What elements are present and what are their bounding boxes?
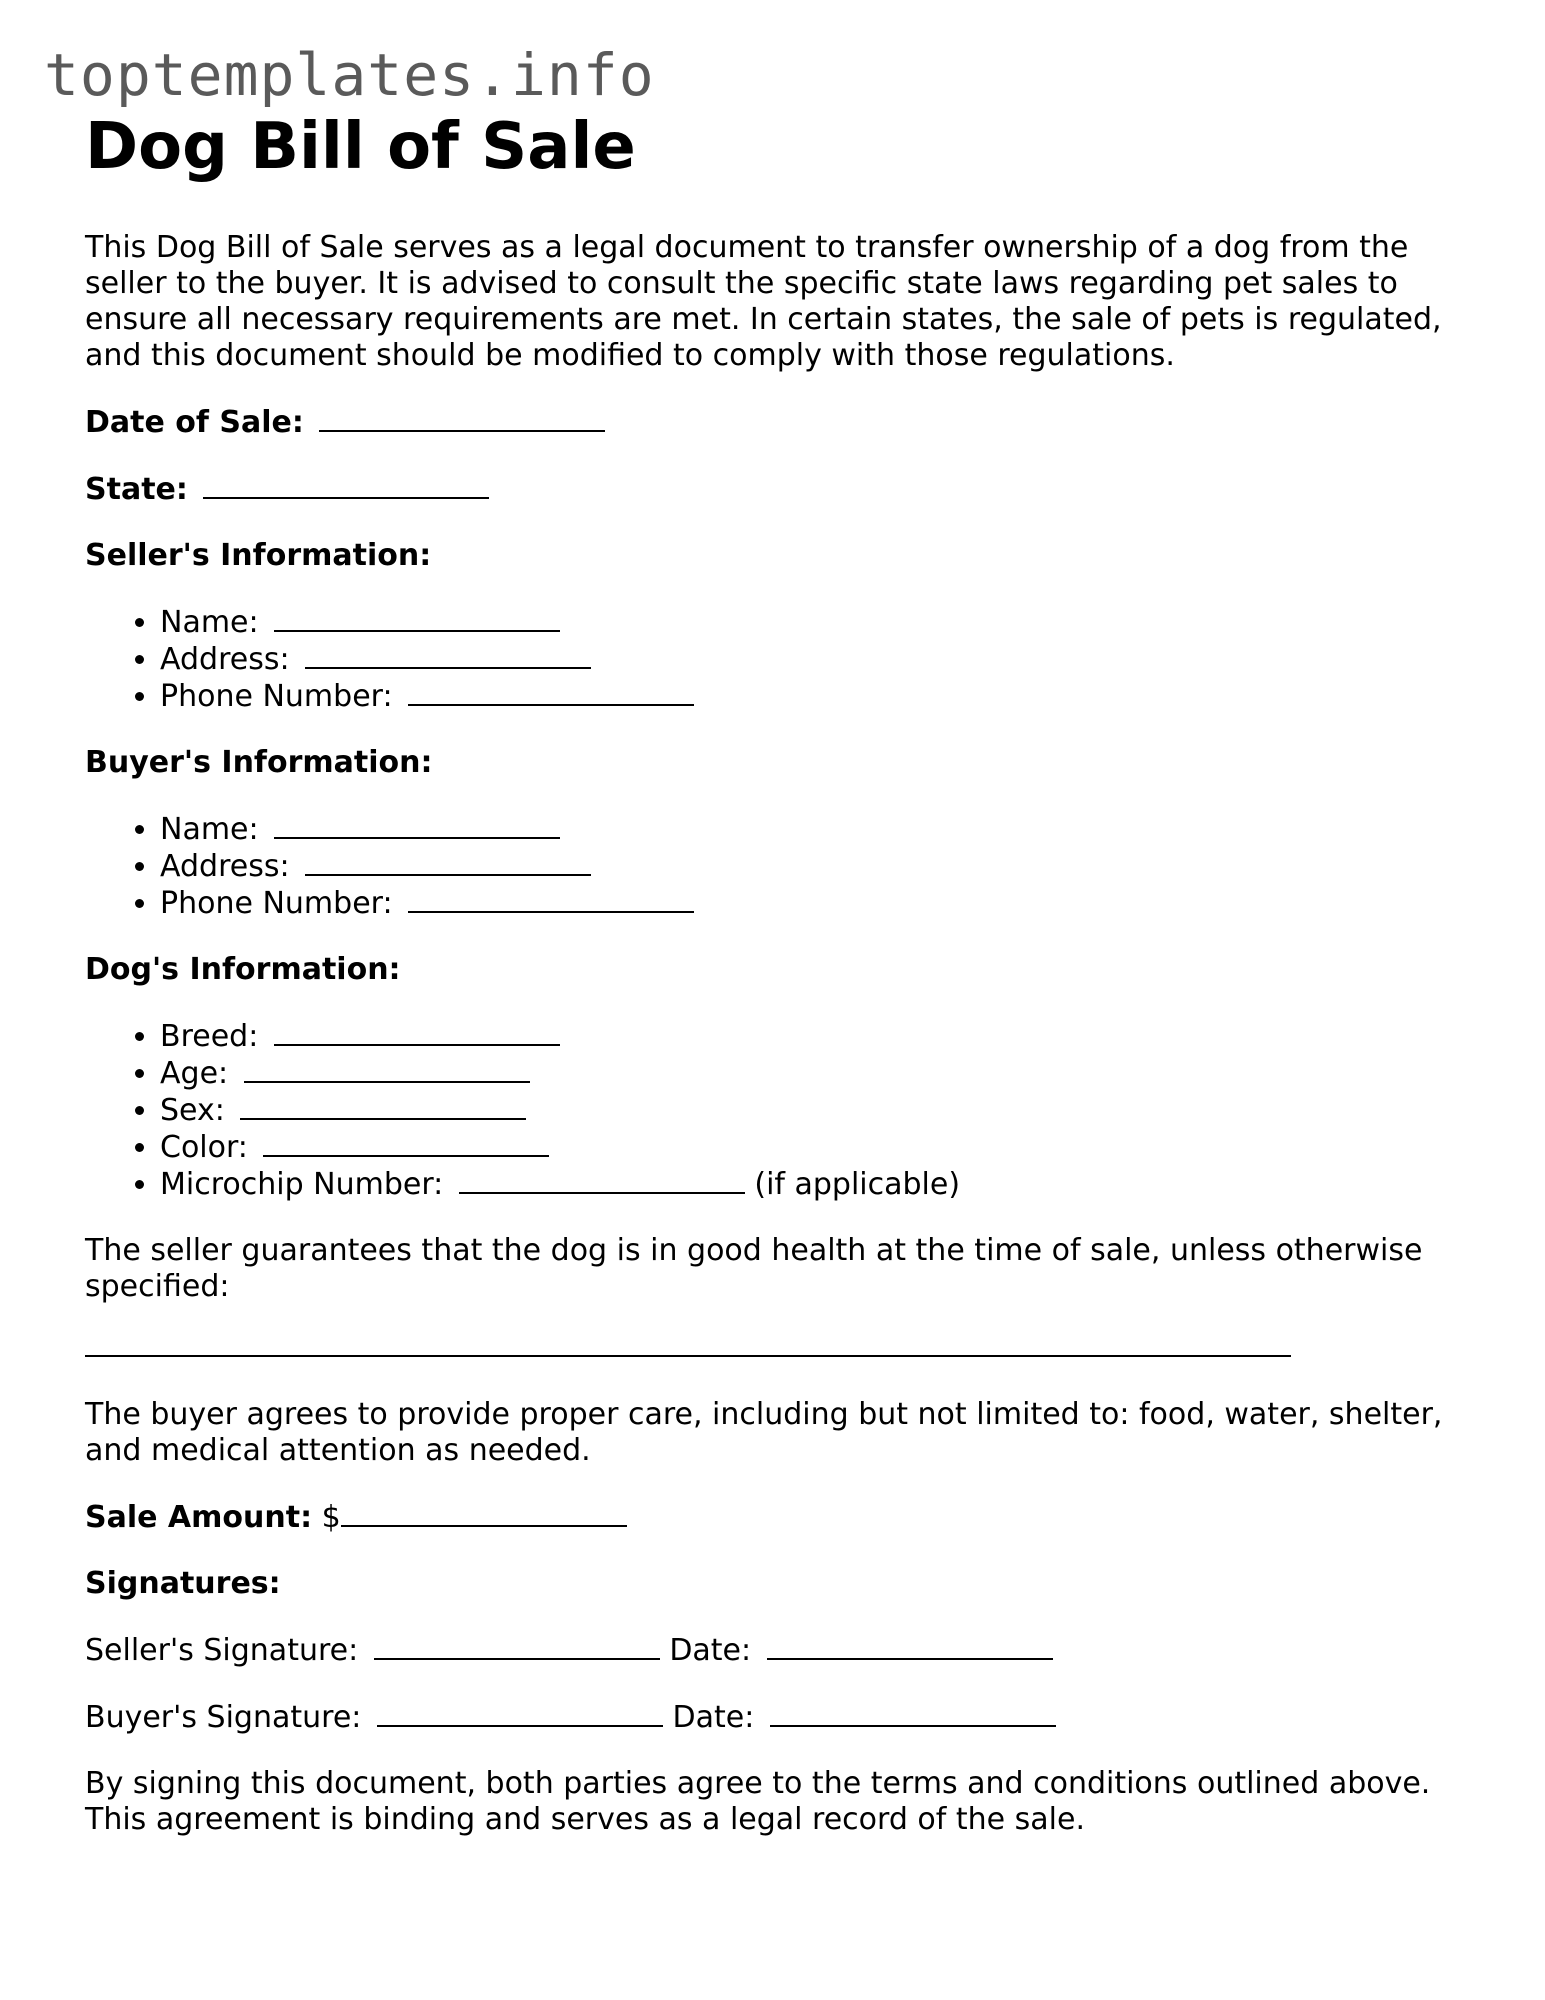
state-line (85, 471, 1465, 508)
buyer-address-field[interactable] (305, 848, 591, 876)
buyer-date-field[interactable] (770, 1699, 1056, 1727)
sale-amount-label: Sale Amount: (85, 1500, 313, 1535)
dog-age-field[interactable] (244, 1055, 530, 1083)
seller-phone-field[interactable] (408, 678, 694, 706)
buyer-name-label: Name: (160, 812, 259, 847)
buyer-name-field[interactable] (274, 811, 560, 839)
document-title: Dog Bill of Sale (85, 110, 636, 184)
buyer-address-label: Address: (160, 849, 290, 884)
dog-sex-field[interactable] (240, 1092, 526, 1120)
buyer-phone-field[interactable] (408, 885, 694, 913)
state-field[interactable] (203, 471, 489, 499)
seller-date-field[interactable] (767, 1632, 1053, 1660)
dog-heading: Dog's Information: (85, 952, 401, 987)
dog-microchip-field[interactable] (459, 1166, 745, 1194)
list-item (160, 1166, 1465, 1203)
dog-age-label: Age: (160, 1056, 229, 1091)
list-item (160, 885, 1465, 922)
list-item (160, 1092, 1465, 1129)
list-item (160, 848, 1465, 885)
health-guarantee-text: The seller guarantees that the dog is in good health at the time of sale, unless otherwise specified: (85, 1233, 1423, 1304)
dog-color-label: Color: (160, 1130, 248, 1165)
seller-signature-label: Seller's Signature: (85, 1633, 359, 1668)
buyer-signature-field[interactable] (377, 1699, 663, 1727)
date-of-sale-field[interactable] (319, 404, 605, 432)
currency-symbol: $ (321, 1500, 341, 1535)
date-of-sale-line (85, 404, 1465, 441)
list-item (160, 641, 1465, 678)
dog-sex-label: Sex: (160, 1093, 225, 1128)
state-label: State: (85, 472, 188, 507)
buyer-heading: Buyer's Information: (85, 745, 433, 780)
watermark-text: toptemplates.info (44, 41, 655, 109)
closing-text: By signing this document, both parties agree to the terms and conditions outlined above. This agreement is binding and serves as a legal record of the sale. (85, 1766, 1431, 1837)
buyer-date-label: Date: (672, 1700, 755, 1735)
document-body (85, 108, 1465, 1868)
buyer-signature-line (85, 1699, 1465, 1736)
dog-microchip-label: Microchip Number: (160, 1167, 444, 1202)
seller-signature-line (85, 1632, 1465, 1669)
seller-name-field[interactable] (274, 604, 560, 632)
dog-color-field[interactable] (263, 1129, 549, 1157)
sale-amount-field[interactable] (341, 1499, 627, 1527)
buyer-signature-label: Buyer's Signature: (85, 1700, 362, 1735)
seller-info-list (85, 604, 1465, 715)
seller-address-field[interactable] (305, 641, 591, 669)
list-item (160, 1129, 1465, 1166)
buyer-info-list (85, 811, 1465, 922)
care-agreement-text: The buyer agrees to provide proper care, including but not limited to: food, water, shelter, and medical attention as needed. (85, 1397, 1443, 1468)
list-item (160, 1018, 1465, 1055)
dog-breed-field[interactable] (274, 1018, 560, 1046)
date-of-sale-label: Date of Sale: (85, 405, 304, 440)
seller-phone-label: Phone Number: (160, 679, 393, 714)
seller-name-label: Name: (160, 605, 259, 640)
signatures-heading: Signatures: (85, 1566, 281, 1601)
list-item (160, 811, 1465, 848)
intro-paragraph: This Dog Bill of Sale serves as a legal document to transfer ownership of a dog from the seller to the buyer. It is advised to consult the specific state laws regarding pet sales to ensure all necessary requirements are met. In certain states, the sale of pets is regulated, and this document should be modified to comply with those regulations. (85, 230, 1442, 373)
dog-microchip-note: (if applicable) (754, 1167, 961, 1202)
seller-address-label: Address: (160, 642, 290, 677)
list-item (160, 1055, 1465, 1092)
seller-date-label: Date: (669, 1633, 752, 1668)
buyer-phone-label: Phone Number: (160, 886, 393, 921)
list-item (160, 678, 1465, 715)
dog-info-list (85, 1018, 1465, 1203)
sale-amount-line (85, 1499, 1465, 1536)
seller-signature-field[interactable] (374, 1632, 660, 1660)
seller-heading: Seller's Information: (85, 538, 432, 573)
list-item (160, 604, 1465, 641)
health-exceptions-field[interactable] (85, 1327, 1291, 1357)
dog-breed-label: Breed: (160, 1019, 259, 1054)
